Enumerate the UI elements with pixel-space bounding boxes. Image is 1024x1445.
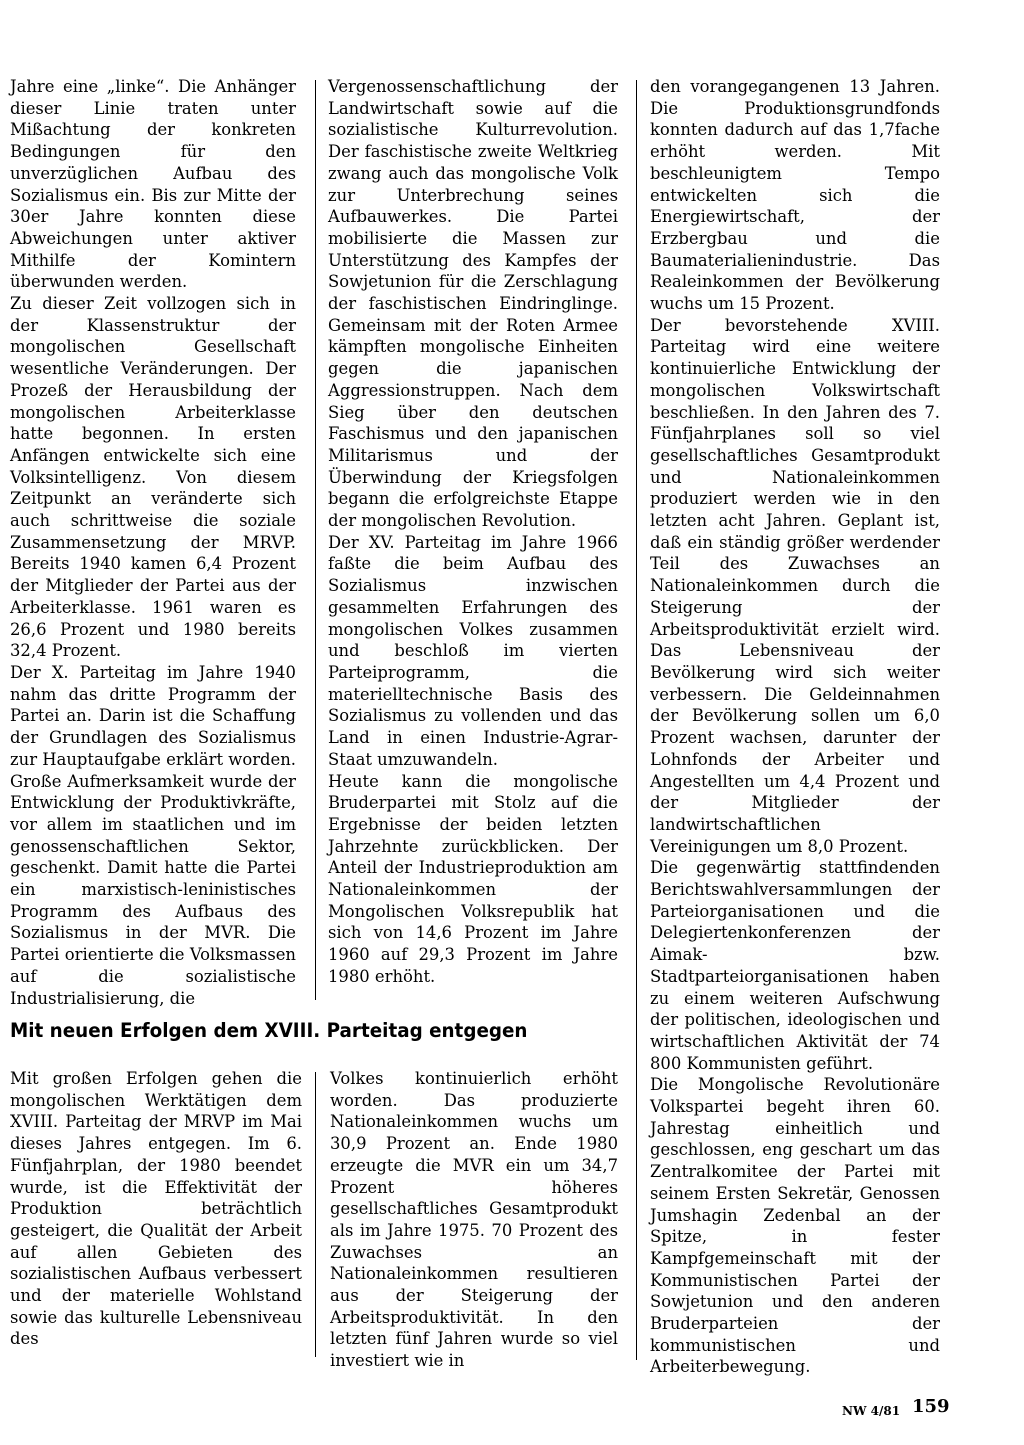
paragraph: Zu dieser Zeit vollzogen sich in der Klassenstruktur der mongolischen Gesellschaft wesentliche Veränderungen. Der Prozeß der Herausbildung der mongolischen Arbeiterklasse hatte begonnen. In ersten Anfängen entwickelte sich eine Volksintelligenz. Von diesem Zeitpunkt an veränderte sich auch schrittweise die soziale Zusammensetzung der MRVP. Bereits 1940 kamen 6,4 Prozent der Mitglieder der Partei aus der Arbeiterklasse. 1961 waren es 26,6 Prozent und 1980 bereits 32,4 Prozent. [10,294,296,661]
paragraph: Mit großen Erfolgen gehen die mongolischen Werktätigen dem XVIII. Parteitag der MRVP im Mai dieses Jahres entgegen. Im 6. Fünfjahrplan, der 1980 beendet wurde, ist die Effektivität der Produktion beträchtlich gesteigert, die Qualität der Arbeit auf allen Gebieten des sozialistischen Aufbaus verbessert und der materielle Wohlstand sowie das kulturelle Lebensniveau des [10,1069,302,1349]
paragraph: Volkes kontinuierlich erhöht worden. Das produzierte Nationaleinkommen wuchs um 30,9 Prozent an. Ende 1980 erzeugte die MVR ein um 34,7 Prozent höheres gesellschaftliches Gesamtprodukt als im Jahre 1975. 70 Prozent des Zuwachses an Nationaleinkommen resultieren aus der Steigerung der Arbeitsproduktivität. In den letzten fünf Jahren wurde so viel investiert wie in [330,1069,618,1371]
paragraph: den vorangegangenen 13 Jahren. Die Produktionsgrundfonds konnten dadurch auf das 1,7fache erhöht werden. Mit beschleunigtem Tempo entwickelten sich die Energiewirtschaft, der Erzbergbau und die Baumaterialienindustrie. Das Realeinkommen der Bevölkerung wuchs um 15 Prozent. [650,77,940,314]
page-number: 159 [912,1396,950,1417]
column-divider [636,80,637,1360]
paragraph: Der bevorstehende XVIII. Parteitag wird eine weitere kontinuierliche Entwicklung der mongolischen Volkswirtschaft beschließen. In den Jahren des 7. Fünfjahrplanes soll so viel gesellschaftliches Gesamtprodukt und Nationaleinkommen produziert werden wie in den letzten acht Jahren. Geplant ist, daß ein ständig größer werdender Teil des Zuwachses an Nationaleinkommen durch die Steigerung der Arbeitsproduktivität erzielt wird. Das Lebensniveau der Bevölkerung wird sich weiter verbessern. Die Geldeinnahmen der Bevölkerung sollen um 6,0 Prozent wachsen, darunter der Lohnfonds der Arbeiter und Angestellten um 4,4 Prozent und der Mitglieder der landwirtschaftlichen Vereinigungen um 8,0 Prozent. [650,315,940,856]
column-divider [315,1072,316,1357]
paragraph: Vergenossenschaftlichung der Landwirtschaft sowie auf die sozialistische Kulturrevolution. Der faschistische zweite Weltkrieg zwang auch das mongolische Volk zur Unterbrechung seines Aufbauwerkes. Die Partei mobilisierte die Massen zur Unterstützung des Kampfes der Sowjetunion für die Zerschlagung der faschistischen Eindringlinge. Gemeinsam mit der Roten Armee kämpften mongolische Einheiten gegen die japanischen Aggressionstruppen. Nach dem Sieg über den deutschen Faschismus und den japanischen Militarismus und der Überwindung der Kriegsfolgen begann die erfolgreichste Etappe der mongolischen Revolution. [328,77,618,531]
issue-code: NW 4/81 [842,1404,901,1418]
paragraph: Jahre eine „linke“. Die Anhänger dieser Linie traten unter Mißachtung der konkreten Bedingungen für den unverzüglichen Aufbau des Sozialismus ein. Bis zur Mitte der 30er Jahre konnten diese Abweichungen unter aktiver Mithilfe der Komintern überwunden werden. [10,77,296,292]
paragraph: Der X. Parteitag im Jahre 1940 nahm das dritte Programm der Partei an. Darin ist die Schaffung der Grundlagen des Sozialismus zur Hauptaufgabe erklärt worden. Große Aufmerksamkeit wurde der Entwicklung der Produktivkräfte, vor allem im staatlichen und im genossenschaftlichen Sektor, geschenkt. Damit hatte die Partei ein marxistisch-leninistisches Programm des Aufbaus des Sozialismus in der MVR. Die Partei orientierte die Volksmassen auf die sozialistische Industrialisierung, die [10,662,296,1008]
column-2-upper [328,76,618,988]
column-1-lower [10,1068,302,1350]
column-2-lower [330,1068,618,1372]
column-3 [650,76,940,1378]
column-divider [315,80,316,1000]
column-1-upper [10,76,296,1009]
paragraph: Die Mongolische Revolutionäre Volkspartei begeht ihren 60. Jahrestag einheitlich und geschlossen, eng geschart um das Zentralkomitee der Partei mit seinem Ersten Sekretär, Genossen Jumshagin Zedenbal an der Spitze, in fester Kampfgemeinschaft mit der Kommunistischen Partei der Sowjetunion und den anderen Bruderparteien der kommunistischen und Arbeiterbewegung. [650,1075,940,1377]
paragraph: Die gegenwärtig stattfindenden Berichtswahlversammlungen der Parteiorganisationen und die Delegiertenkonferenzen der Aimak- bzw. Stadtparteiorganisationen haben zu einem weiteren Aufschwung der politischen, ideologischen und wirtschaftlichen Aktivität der 74 800 Kommunisten geführt. [650,858,940,1073]
paragraph: Der XV. Parteitag im Jahre 1966 faßte die beim Aufbau des Sozialismus inzwischen gesammelten Erfahrungen des mongolischen Volkes zusammen und beschloß im vierten Parteiprogramm, die materielltechnische Basis des Sozialismus zu vollenden und das Land in einen Industrie-Agrar-Staat umzuwandeln. [328,532,618,769]
paragraph: Heute kann die mongolische Bruderpartei mit Stolz auf die Ergebnisse der beiden letzten Jahrzehnte zurückblicken. Der Anteil der Industrieproduktion am Nationaleinkommen der Mongolischen Volksrepublik hat sich von 14,6 Prozent im Jahre 1960 auf 29,3 Prozent im Jahre 1980 erhöht. [328,771,618,986]
section-headline: Mit neuen Erfolgen dem XVIII. Parteitag entgegen [10,1019,528,1042]
